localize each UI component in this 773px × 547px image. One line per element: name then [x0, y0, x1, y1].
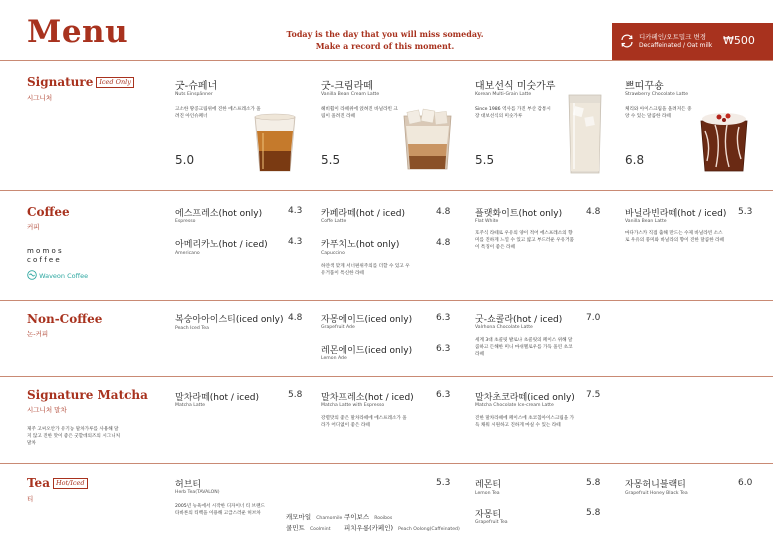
menu-item-price: 5.8 [288, 390, 303, 400]
menu-item-en: Herb Tea(TAVALON) [175, 490, 220, 495]
menu-item-en: Vanilla Bean Latte [625, 219, 667, 224]
menu-item-name: 굿-크림라떼 [321, 81, 373, 92]
menu-item-name: 허브티 [175, 480, 202, 490]
menu-item-en: Peach Iced Tea [175, 326, 209, 331]
menu-item-desc: 호주식 라떼로 우유의 양이 적어 에스프레소의 향미를 진하게 느낄 수 있고 얇고 부드러운 우유거품이 특징이 좋은 라떼 [475, 231, 574, 250]
blend-name: 쿨민트 [286, 524, 305, 532]
menu-item-name: 플랫화이트(hot only) [475, 209, 563, 219]
waveon-text: Waveon Coffee [39, 272, 89, 280]
menu-item-price: 4.8 [436, 207, 451, 217]
menu-item-desc: 체리와 아이스크림을 올려져든 중앙 수 있는 달콤한 라떼 [625, 107, 692, 119]
menu-item-en: Matcha Chocolate Ice-cream Latte [475, 403, 554, 408]
menu-item-desc: 2005년 뉴욕에서 시작한 디자이너 티 브랜드 타바론의 티백을 이용해 고급스러운 허브차 [175, 504, 265, 516]
section-sub-matcha: 시그니처 말차 [27, 406, 67, 414]
menu-item-desc: Since 1986 역사를 가진 부산 감통시장 대보선식의 미숫가루 [475, 107, 551, 119]
tagline-line-1: Today is the day that you will miss someday. [286, 29, 484, 39]
matcha-desc: 제주 고씨오안가 유기농 말차가루를 사용해 달지 않고 진한 맛이 좋은 굿할데의즈의 시그니처 말차 [27, 427, 121, 446]
menu-item-en: Grapefruit Tea [475, 520, 508, 525]
decaf-label-en: Decaffeinated / Oat milk [639, 42, 713, 49]
menu-item-desc: 마다가스카 직접 출해 만드는 수제 바닐라빈 소스로 우유의 풍미와 바닐라의 향이 진한 달콤한 라떼 [625, 231, 724, 243]
menu-item-price: 5.3 [436, 478, 451, 488]
menu-item-name: 말차프레소(hot / iced) [321, 393, 414, 403]
divider [0, 463, 773, 464]
section-title-matcha: Signature Matcha [27, 388, 148, 402]
menu-item-en: Capuccino [321, 251, 345, 256]
iced-only-tag: Iced Only [96, 77, 134, 88]
cream-latte-image [400, 108, 455, 172]
menu-item-desc: 세계 3대 초콜릿 발로나 초콜릿의 페이스 위해 달콤하고 든해한 미니 마쉬멜로우를 가득 올린 초코라떼 [475, 338, 573, 357]
menu-item-name: 자몽티 [475, 510, 502, 520]
section-title-noncoffee: Non-Coffee [27, 312, 103, 326]
menu-item-name: 쁘띠꾸숑 [625, 81, 664, 92]
menu-item-en: Grapefruit Honey Black Tea [625, 491, 688, 496]
strawberry-choco-latte-image [697, 111, 751, 174]
menu-item-price: 6.3 [436, 390, 451, 400]
menu-item-en: Flat White [475, 219, 499, 224]
section-title-tea [27, 476, 88, 490]
menu-item-name: 아메리카노(hot / iced) [175, 240, 268, 250]
menu-item-desc: 헤비휩이 라떼위에 얹혀진 바닐라빈 크림이 올려진 라떼 [321, 107, 398, 119]
menu-item-price: 6.8 [625, 153, 645, 167]
menu-item-en: Vanilla Bean Cream Latte [321, 92, 380, 97]
decaf-price: ₩500 [723, 34, 755, 47]
menu-item-price: 5.5 [475, 153, 495, 167]
blend-name: 캐모마일 [286, 513, 312, 521]
menu-item-desc: 진한 말차라떼에 페이스에 초코칩아이스크림을 가득 채워 시원하고 진하게 마실 수 있는 라떼 [475, 416, 575, 428]
menu-item-name: 굿-쇼콜라(hot / iced) [475, 315, 563, 325]
menu-item-en: Korean Multi-Grain Latte [475, 92, 532, 97]
menu-item-price: 4.8 [288, 313, 303, 323]
menu-item-en: Coffe Latte [321, 219, 347, 224]
menu-item-price: 5.8 [586, 478, 601, 488]
menu-item-desc: 고소한 땅콩크림위에 진한 에스프레소가 올려진 아인슈페너 [175, 107, 261, 119]
menu-item-en: Matcha Latte [175, 403, 206, 408]
menu-item-en: Valrhona Chocolate Latte [475, 325, 533, 330]
menu-item-desc: 강렬맛의 좋은 말차라떼에 에스프레소가 올라가 어디없이 좋은 라떼 [321, 416, 407, 428]
section-title-coffee: Coffee [27, 205, 70, 219]
decaf-label-ko: 디카페인/오트밀크 변경 [639, 33, 707, 41]
divider [0, 376, 773, 377]
menu-item-price: 6.0 [738, 478, 753, 488]
tagline-line-2: Make a record of this moment. [315, 41, 455, 51]
menu-item-name: 대보선식 미숫가루 [475, 81, 556, 92]
blend-coolmint [286, 515, 331, 534]
menu-item-price: 4.8 [436, 238, 451, 248]
menu-item-en: Lemon Ade [321, 356, 347, 361]
section-title-text: Tea [27, 476, 50, 490]
menu-item-name: 레몬에이드(iced only) [321, 346, 413, 356]
section-title-signature [27, 75, 134, 89]
blend-peach-oolong [344, 515, 460, 534]
menu-item-desc: 하얀색 맞게 서너편위주의를 더할 수 있고 우유거품이 특신한 라떼 [321, 264, 410, 276]
menu-item-price: 4.8 [586, 207, 601, 217]
divider [0, 300, 773, 301]
menu-item-price: 7.0 [586, 313, 601, 323]
decaf-option-badge [612, 23, 773, 60]
blend-name: 쿠이보스 [344, 513, 370, 521]
menu-item-price: 4.3 [288, 237, 303, 247]
swap-icon [619, 33, 635, 49]
waveon-logo [27, 270, 88, 280]
momos-logo [27, 247, 64, 265]
menu-item-en: Lemon Tea [475, 491, 500, 496]
divider [0, 60, 773, 61]
menu-item-name: 복숭아아이스티(iced only) [175, 315, 284, 325]
menu-item-en: Strawberry Chocolate Latte [625, 92, 689, 97]
menu-item-price: 4.3 [288, 206, 303, 216]
section-sub-coffee: 커피 [27, 223, 40, 231]
menu-item-name: 말차초코라떼(iced only) [475, 393, 575, 403]
menu-item-price: 5.8 [586, 508, 601, 518]
menu-item-name: 바닐라빈라떼(hot / iced) [625, 209, 727, 219]
brand-line-2: coffee [27, 256, 62, 264]
menu-item-name: 굿-슈페너 [175, 81, 218, 92]
menu-item-en: Nuts Einspänner [175, 92, 213, 97]
section-sub-noncoffee: 논-커피 [27, 330, 49, 338]
multigrain-latte-image [565, 91, 605, 175]
waveon-icon [27, 270, 37, 280]
blend-en: Chamomile [316, 516, 343, 521]
menu-item-en: Espresso [175, 219, 196, 224]
hot-iced-tag: Hot/Iced [53, 478, 88, 489]
menu-item-name: 자몽허니블랙티 [625, 480, 686, 490]
menu-item-name: 말차라떼(hot / iced) [175, 393, 259, 403]
menu-item-price: 6.3 [436, 313, 451, 323]
menu-item-name: 레몬티 [475, 480, 502, 490]
section-sub-signature: 시그니처 [27, 94, 53, 102]
menu-item-name: 카푸치노(hot only) [321, 240, 400, 250]
menu-item-en: Matcha Latte with Espresso [321, 403, 385, 408]
brand-line-1: momos [27, 247, 64, 255]
menu-item-price: 5.0 [175, 153, 195, 167]
menu-item-name: 카페라떼(hot / iced) [321, 209, 405, 219]
menu-item-name: 자몽에이드(iced only) [321, 315, 413, 325]
menu-item-en: Americano [175, 251, 200, 256]
menu-item-en: Grapefruit Ade [321, 325, 355, 330]
menu-item-name: 에스프레소(hot only) [175, 209, 263, 219]
blend-en: Peach Oolong(Caffeinated) [398, 527, 460, 532]
menu-item-price: 6.3 [436, 344, 451, 354]
section-title-text: Signature [27, 75, 94, 89]
tagline [260, 28, 510, 52]
page-title: Menu [27, 14, 129, 50]
divider [0, 190, 773, 191]
menu-item-price: 5.3 [738, 207, 753, 217]
blend-en: Coolmint [309, 527, 331, 532]
section-sub-tea: 티 [27, 495, 34, 503]
blend-name: 피치우롱(카페인) [344, 524, 394, 532]
blend-en: Rooibos [374, 516, 393, 521]
menu-item-price: 5.5 [321, 153, 341, 167]
nuts-einspanner-image [251, 111, 299, 174]
menu-item-price: 7.5 [586, 390, 601, 400]
